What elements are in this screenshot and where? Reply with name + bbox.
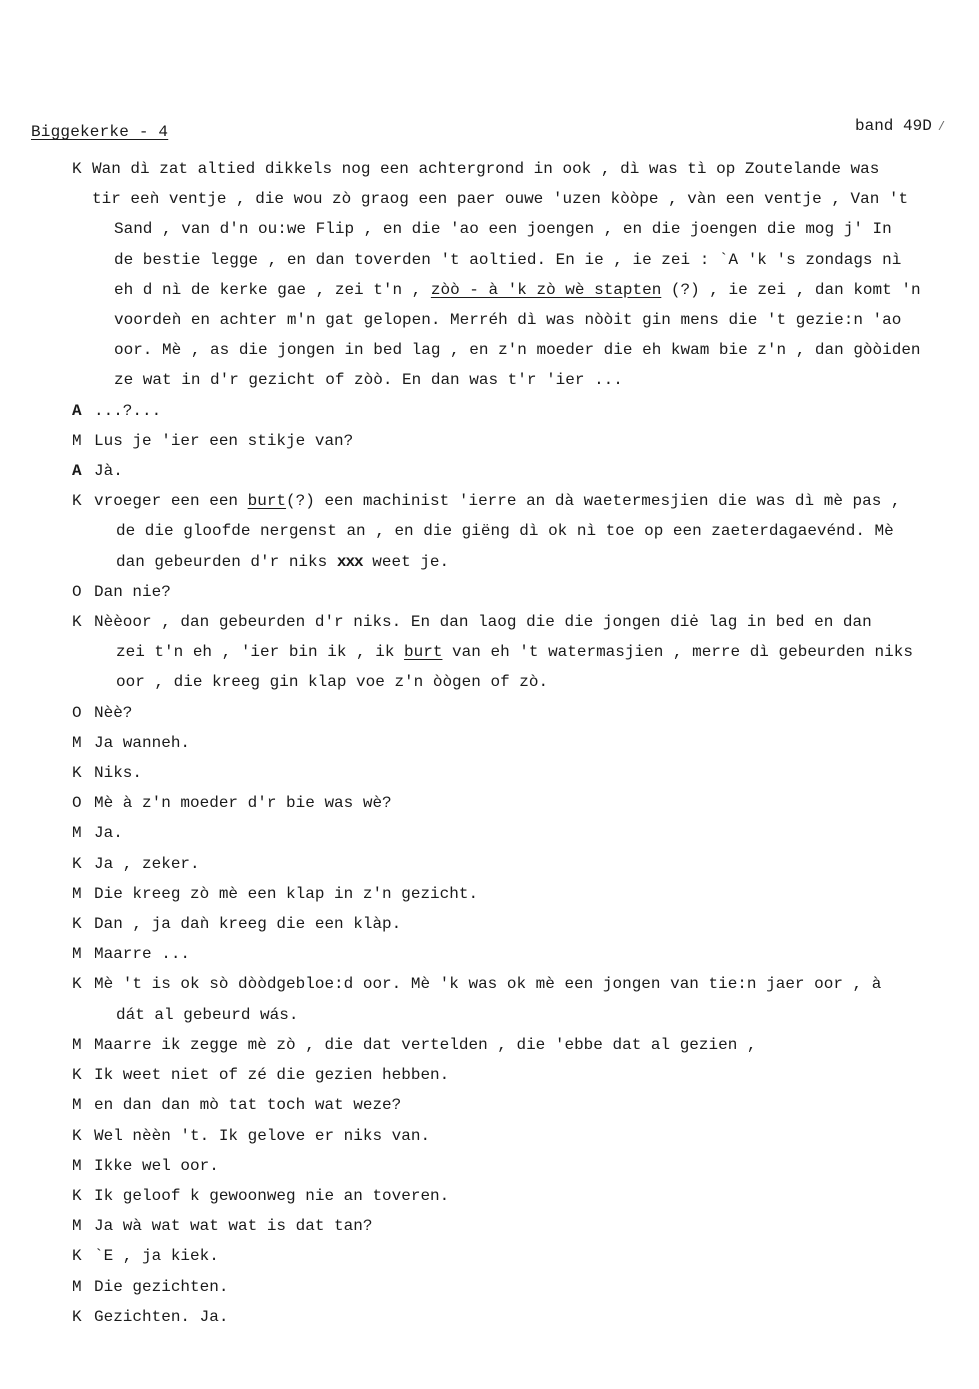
transcript-line: Maarre ...	[94, 945, 191, 964]
transcript-line: Ja wà wat wat wat is dat tan?	[94, 1217, 373, 1236]
line-text: (?) , ie zei , dan komt 'n	[661, 280, 921, 299]
transcript-line: ze wat in d'r gezicht of zòò. En dan was t'r 'ier ...	[114, 371, 623, 390]
speaker-label: M	[72, 824, 82, 843]
transcript-turn	[72, 577, 952, 607]
transcript-line: de die gloofde nergenst an , en die giëng dì ok nì toe op een zaeterdagaevénd. Mè	[116, 522, 894, 541]
speaker-label: M	[72, 1156, 82, 1175]
speaker-label: K	[72, 1186, 82, 1205]
line-text: zei t'n eh , 'ier bin ik , ik	[116, 643, 405, 662]
transcript-turn	[72, 1060, 952, 1090]
band-label	[855, 117, 945, 135]
speaker-label: K	[72, 1247, 82, 1266]
transcript-turn	[72, 396, 952, 426]
transcript-line: Ja.	[94, 824, 123, 843]
transcript-turn	[72, 698, 952, 728]
speaker-label: K	[72, 764, 82, 783]
speaker-label: K	[72, 613, 82, 632]
transcript-line: Wel nèèn 't. Ik gelove er niks van.	[94, 1126, 431, 1145]
transcript-line: Maarre ik zegge mè zò , die dat vertelden , die 'ebbe dat al gezien ,	[94, 1035, 757, 1054]
speaker-label: K	[72, 975, 82, 994]
underlined-word: burt	[404, 643, 443, 662]
transcript-line: dát al gebeurd wás.	[116, 1005, 299, 1024]
line-text: dan gebeurden d'r niks	[116, 552, 337, 571]
speaker-label: M	[72, 1096, 82, 1115]
transcript-turn	[72, 1181, 952, 1211]
line-text: eh d nì de kerke gae , zei t'n ,	[114, 280, 431, 299]
speaker-label: M	[72, 1277, 82, 1296]
transcript-line: Ja , zeker.	[94, 854, 200, 873]
transcript-line: Die kreeg zò mè een klap in z'n gezicht.	[94, 884, 479, 903]
transcript-line: Niks.	[94, 764, 143, 783]
speaker-label: O	[72, 703, 82, 722]
struck-out-text: xxx	[336, 552, 363, 571]
transcript-turn	[72, 939, 952, 969]
line-text: weet je.	[362, 552, 450, 571]
speaker-label: M	[72, 945, 82, 964]
transcript-line: Wan dì zat altied dikkels nog een achtergrond in ook , dì was tì op Zoutelande was	[92, 160, 880, 178]
transcript-turn	[72, 1151, 952, 1181]
speaker-label: M	[72, 1035, 82, 1054]
speaker-label: K	[72, 1126, 82, 1145]
transcript-line: Dan nie?	[94, 582, 171, 601]
transcript-line: voordeǹ en achter m'n gat gelopen. Merréh dì was nòòit gin mens die 't gezie:n 'ao	[114, 311, 902, 330]
underlined-word: burt	[247, 492, 287, 511]
transcript-turn	[72, 849, 952, 879]
transcript-turn	[72, 1211, 952, 1241]
speaker-label: M	[72, 431, 82, 450]
transcript-line	[92, 275, 921, 305]
transcript-turn	[72, 1272, 952, 1302]
line-text: (?) een machinist 'ierre an dà waetermesjien die was dì mè pas ,	[286, 492, 901, 511]
transcript-line: Ja wanneh.	[94, 733, 191, 752]
speaker-label: O	[72, 794, 82, 813]
line-text: van eh 't watermasjien , merre dì gebeurden niks	[442, 643, 913, 662]
transcript-turn	[72, 426, 952, 456]
speaker-label: M	[72, 884, 82, 903]
transcript-line: Mè 't is ok sò dòòdgebloe:d oor. Mè 'k was ok mè een jongen van tie:n jaer oor , à	[94, 975, 882, 994]
transcript-line: Nèè?	[94, 703, 133, 722]
transcript-turn	[72, 909, 952, 939]
transcript-line: Die gezichten.	[94, 1277, 229, 1296]
transcript-line: Ik geloof k gewoonweg nie an toveren.	[94, 1186, 450, 1205]
transcript-line: Ik weet niet of zé die gezien hebben.	[94, 1066, 450, 1085]
transcript-line: Sand , van d'n ou:we Flip , en die 'ao een joengen , en die joengen die mog j' In	[114, 220, 892, 239]
speaker-label: K	[72, 915, 82, 934]
transcript-line: `E , ja kiek.	[94, 1247, 219, 1266]
transcript-line: Jà.	[94, 462, 123, 481]
transcript-line: Lus je 'ier een stikje van?	[94, 431, 354, 450]
transcript-turn	[72, 758, 952, 788]
transcript-line: Dan , ja daǹ kreeg die een klàp.	[94, 915, 402, 934]
transcript-line: Ikke wel oor.	[94, 1156, 219, 1175]
transcript-line: en dan dan mò tat toch wat weze?	[94, 1096, 402, 1115]
transcript-line	[94, 547, 901, 577]
transcript-turn	[72, 456, 952, 486]
transcript-turn	[72, 154, 952, 396]
speaker-label: M	[72, 1217, 82, 1236]
speaker-label: K	[72, 160, 82, 178]
transcript-turn	[72, 486, 952, 577]
speaker-label: K	[72, 1066, 82, 1085]
speaker-label: K	[72, 492, 82, 511]
line-text: vroeger een een	[94, 492, 248, 511]
underlined-phrase: zòò - à 'k zò wè stapten	[430, 280, 662, 299]
transcript-line: ...?...	[94, 401, 162, 420]
speaker-label: A	[72, 401, 82, 420]
transcript-line: oor. Mè , as die jongen in bed lag , en z'n moeder die eh kwam bie z'n , dan gòòiden	[114, 341, 921, 360]
speaker-label: K	[72, 1307, 82, 1326]
speaker-label: A	[72, 462, 82, 481]
transcript-line: oor , die kreeg gin klap voe z'n òògen of zò.	[116, 673, 549, 692]
transcript-line: Mè à z'n moeder d'r bie was wè?	[94, 794, 392, 813]
transcript-turn	[72, 1030, 952, 1060]
transcript-turn	[72, 788, 952, 818]
speaker-label: M	[72, 733, 82, 752]
transcript-turn	[72, 1241, 952, 1271]
transcript-turn	[72, 1121, 952, 1151]
transcript-line: tir eeǹ ventje , die wou zò graog een paer ouwe 'uzen kòòpe , vàn een ventje , Van 't	[92, 190, 909, 209]
transcript-line: de bestie legge , en dan toverden 't aoltied. En ie , ie zei : `A 'k 's zondags nì	[114, 250, 902, 269]
transcript-line: Gezichten. Ja.	[94, 1307, 229, 1326]
transcript-turn	[72, 969, 952, 1029]
speaker-label: K	[72, 854, 82, 873]
transcript	[72, 154, 952, 1332]
speaker-label: O	[72, 582, 82, 601]
transcript-turn	[72, 607, 952, 698]
transcript-turn	[72, 1302, 952, 1332]
transcript-turn	[72, 879, 952, 909]
transcript-line	[94, 486, 901, 516]
band-number: band 49D	[855, 117, 932, 135]
pen-mark: /	[937, 120, 946, 134]
document-title: Biggekerke - 4	[31, 123, 169, 141]
transcript-line: Nèèoor , dan gebeurden d'r niks. En dan laog die die jongen diė lag in bed en dan	[94, 613, 872, 632]
transcript-line	[94, 637, 913, 667]
transcript-turn	[72, 1090, 952, 1120]
transcript-turn	[72, 818, 952, 848]
transcript-turn	[72, 728, 952, 758]
